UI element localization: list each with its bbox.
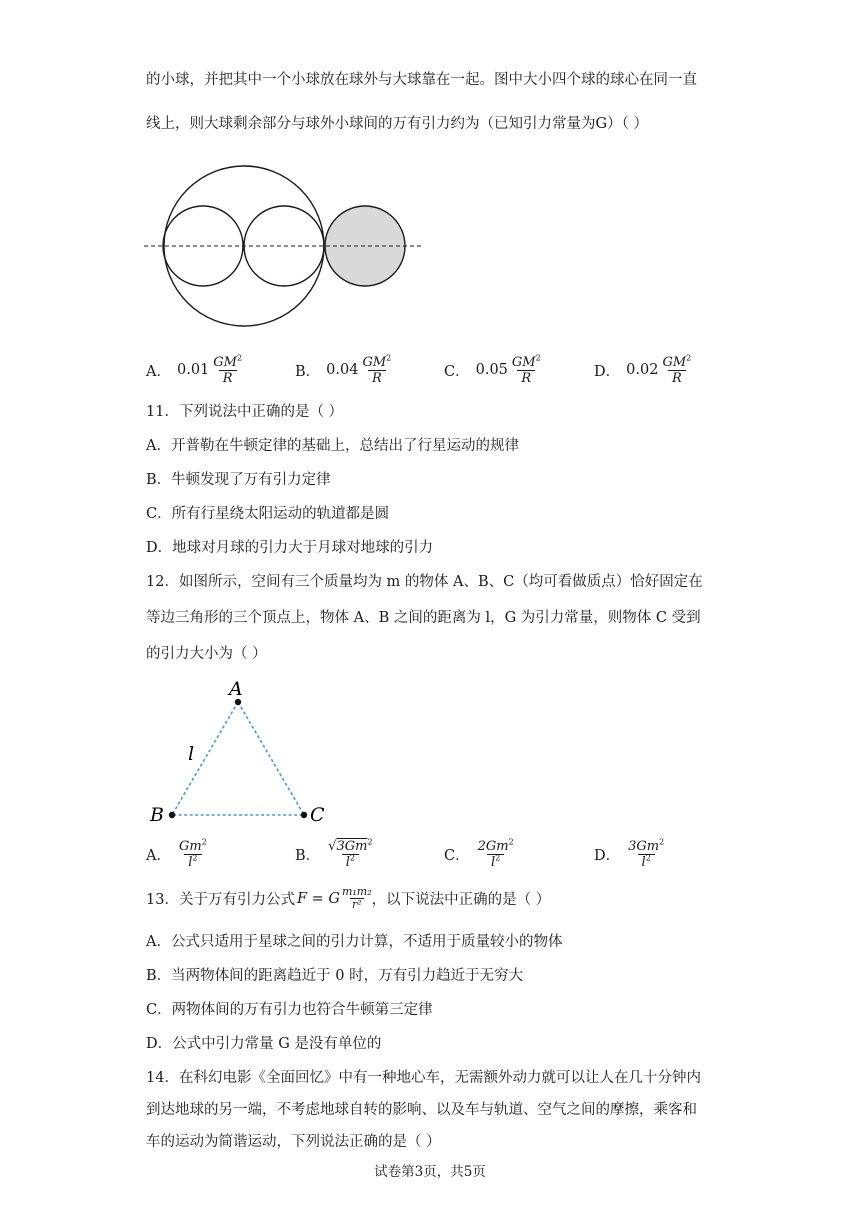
- vertex-b-dot: [169, 812, 175, 818]
- q12-option-c[interactable]: C． $\frac{2Gm^2}{l^2}$: [444, 837, 514, 870]
- q12-line-2: 等边三角形的三个顶点上，物体 A、B 之间的距离为 l，G 为引力常量，则物体 C 受到: [146, 610, 701, 626]
- q12-option-d[interactable]: D． $\frac{3Gm^2}{l^2}$: [594, 837, 665, 870]
- q12-option-b[interactable]: B． $\frac{√3Gm^2}{l^2}$: [295, 837, 373, 870]
- vertex-a-label: A: [229, 678, 243, 700]
- q13-option-a[interactable]: A．公式只适用于星球之间的引力计算，不适用于质量较小的物体: [146, 934, 563, 950]
- q12-option-a[interactable]: A． $\frac{Gm^2}{l^2}$: [146, 837, 207, 870]
- q10-options: [146, 350, 766, 390]
- q14-line-3: 车的运动为简谐运动，下列说法正确的是（ ）: [146, 1134, 441, 1150]
- q13-option-d[interactable]: D．公式中引力常量 G 是没有单位的: [146, 1036, 382, 1052]
- vertex-b-label: B: [150, 804, 164, 826]
- q10-option-a[interactable]: A． 0.01 $\frac{GM^2}{R}$: [146, 353, 243, 386]
- q13-option-b[interactable]: B．当两物体间的距离趋近于 0 时，万有引力趋近于无穷大: [146, 968, 524, 984]
- q12-triangle-figure: [140, 676, 340, 830]
- q12-options: [146, 834, 766, 874]
- q11-option-c[interactable]: C．所有行星绕太阳运动的轨道都是圆: [146, 506, 390, 522]
- q11-option-b[interactable]: B．牛顿发现了万有引力定律: [146, 472, 331, 488]
- q10-line-1: 的小球，并把其中一个小球放在球外与大球靠在一起。图中大小四个球的球心在同一直: [146, 72, 697, 88]
- side-label: l: [188, 743, 195, 765]
- formula-lhs: F = G: [296, 890, 340, 907]
- q12-line-3: 的引力大小为（ ）: [146, 646, 267, 662]
- q11-option-a[interactable]: A．开普勒在牛顿定律的基础上，总结出了行星运动的规律: [146, 438, 519, 454]
- q14-line-1: 14．在科幻电影《全面回忆》中有一种地心车，无需额外动力就可以让人在几十分钟内: [146, 1070, 701, 1086]
- q13-option-c[interactable]: C．两物体间的万有引力也符合牛顿第三定律: [146, 1002, 433, 1018]
- formula-fraction: $\frac{\text{m₁m₂}}{\text{r²}}$: [341, 885, 372, 911]
- q11-stem: 11．下列说法中正确的是（ ）: [146, 404, 344, 420]
- q13-stem: 13．关于万有引力公式 F = G $\frac{\text{m₁m₂}}{\text{r²}}$ ，以下说法中正确的是（ ）: [146, 885, 551, 911]
- q12-line-1: 12．如图所示，空间有三个质量均为 m 的物体 A、B、C（均可看做质点）恰好固定在: [146, 574, 703, 590]
- q10-line-2: 线上，则大球剩余部分与球外小球间的万有引力约为（已知引力常量为G）（ ）: [146, 116, 648, 132]
- vertex-c-label: C: [310, 804, 325, 826]
- q14-line-2: 到达地球的另一端，不考虑地球自转的影响、以及车与轨道、空气之间的摩擦，乘客和: [146, 1102, 697, 1118]
- q10-option-c[interactable]: C． 0.05 $\frac{GM^2}{R}$: [444, 353, 541, 386]
- page-footer: 试卷第3页，共5页: [374, 1164, 486, 1180]
- q10-option-b[interactable]: B． 0.04 $\frac{GM^2}{R}$: [295, 353, 392, 386]
- q10-option-d[interactable]: D． 0.02 $\frac{GM^2}{R}$: [594, 353, 692, 386]
- vertex-c-dot: [301, 812, 307, 818]
- q11-option-d[interactable]: D．地球对月球的引力大于月球对地球的引力: [146, 540, 434, 556]
- q10-spheres-figure: [140, 160, 430, 332]
